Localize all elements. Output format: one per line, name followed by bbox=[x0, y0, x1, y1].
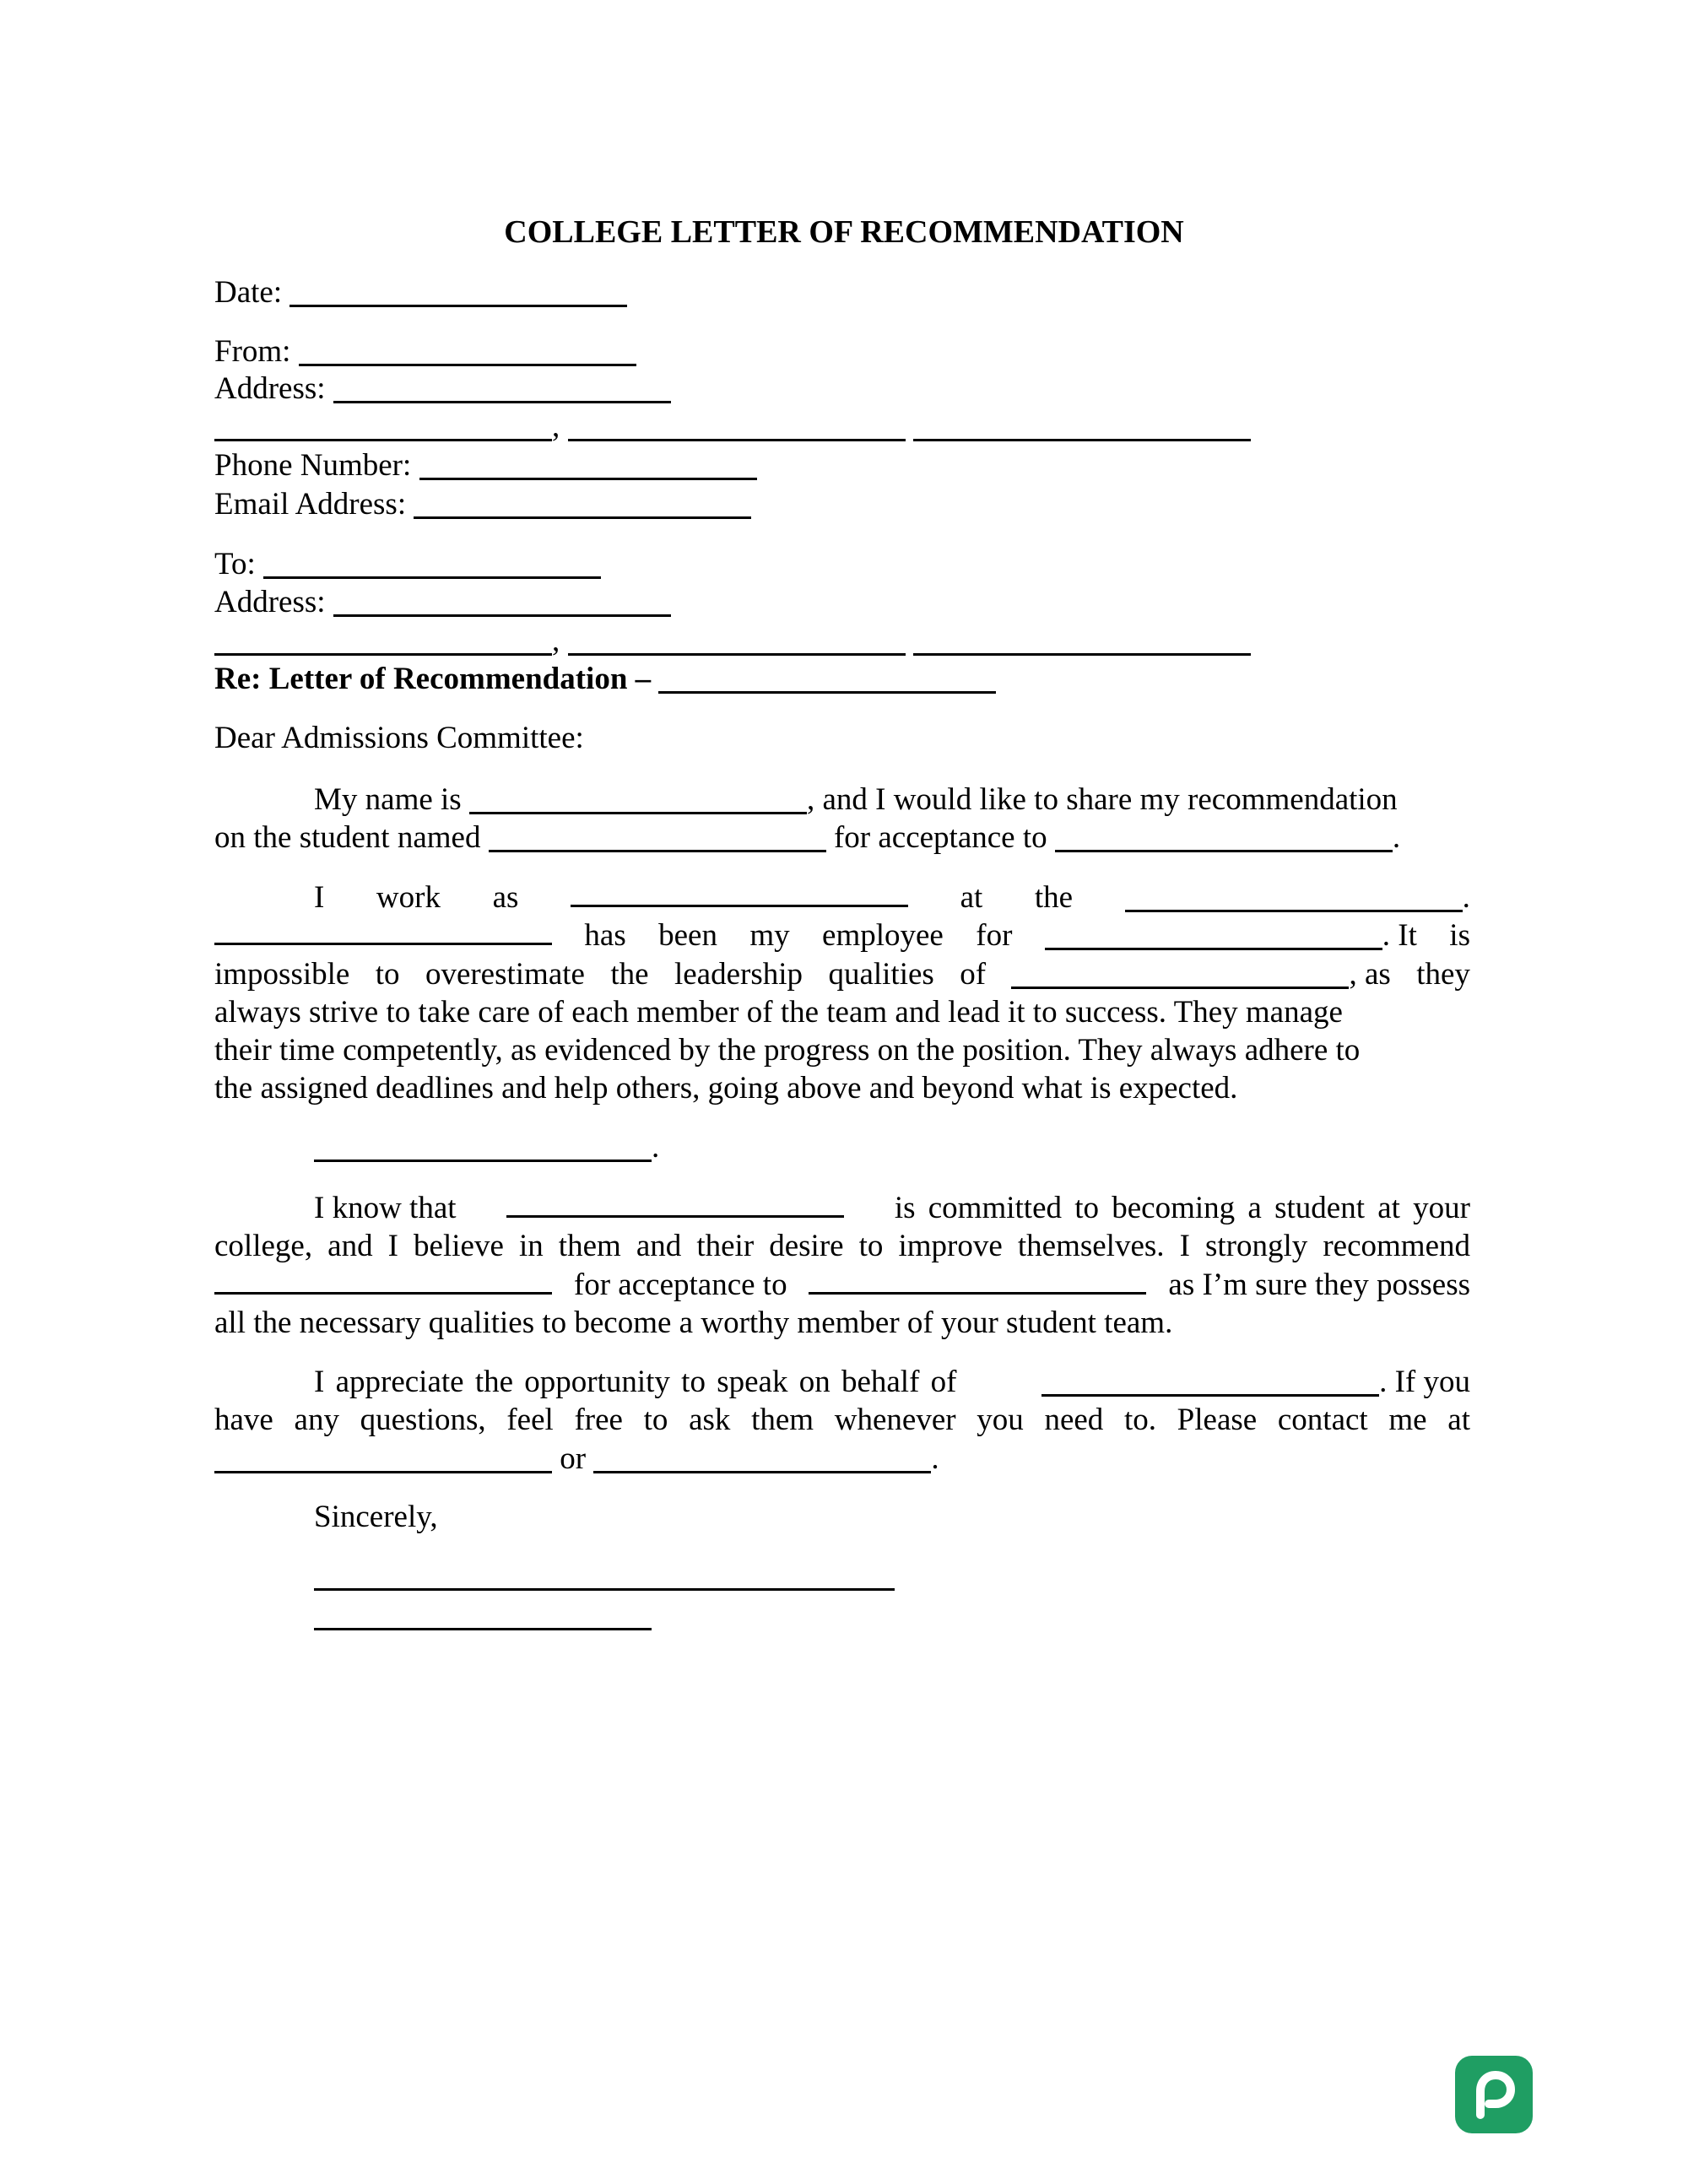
document-title: COLLEGE LETTER OF RECOMMENDATION bbox=[504, 214, 1184, 250]
address-label: Address: bbox=[214, 585, 326, 619]
p4-line-3 bbox=[214, 1441, 939, 1478]
p2-word: for bbox=[976, 918, 1013, 953]
comma: , bbox=[552, 409, 560, 444]
from-line bbox=[214, 333, 636, 370]
p2-word: of bbox=[960, 957, 987, 992]
p2-word: employee bbox=[822, 918, 944, 953]
p2-word: overestimate bbox=[425, 957, 585, 992]
extra-paragraph-line bbox=[314, 1129, 659, 1166]
p2-word: as bbox=[492, 880, 519, 915]
phone-line bbox=[214, 447, 757, 484]
p4-line-2: have any questions, feel free to ask them whenever you need to. Please contact me at bbox=[214, 1403, 1470, 1437]
p-logo-icon bbox=[1455, 2056, 1533, 2133]
to-label: To: bbox=[214, 547, 256, 581]
p1-line-2 bbox=[214, 819, 1400, 857]
re-label: Re: Letter of Recommendation – bbox=[214, 662, 652, 696]
p2-word: . bbox=[1462, 880, 1470, 915]
p1-line-1 bbox=[314, 781, 1398, 819]
p3-text: as I’m sure they possess bbox=[1168, 1268, 1470, 1302]
position-blank[interactable] bbox=[571, 879, 908, 907]
closing: Sincerely, bbox=[314, 1500, 438, 1534]
organization-blank[interactable] bbox=[1125, 884, 1463, 912]
from-city-line bbox=[214, 408, 1251, 446]
email-label: Email Address: bbox=[214, 487, 407, 522]
p2-line-1 bbox=[314, 879, 1470, 916]
p4-text: . If you bbox=[1379, 1365, 1470, 1399]
p2-line-4: always strive to take care of each member of the team and lead it to success. They manage bbox=[214, 995, 1343, 1030]
p2-line-3 bbox=[214, 956, 1470, 993]
p-logo-glyph bbox=[1455, 2056, 1533, 2133]
from-city-blank[interactable] bbox=[214, 414, 552, 441]
leader-name-blank[interactable] bbox=[1011, 961, 1349, 989]
p1-text: . bbox=[1392, 820, 1401, 855]
from-blank[interactable] bbox=[299, 338, 636, 366]
printed-name-line bbox=[314, 1597, 652, 1635]
from-address-blank[interactable] bbox=[333, 376, 671, 403]
p2-word: work bbox=[376, 880, 441, 915]
student-name-blank-3[interactable] bbox=[214, 1267, 552, 1295]
phone-blank[interactable] bbox=[419, 452, 757, 480]
p2-line-5: their time competently, as evidenced by the progress on the position. They always adhere to bbox=[214, 1033, 1361, 1068]
p2-line-2 bbox=[214, 917, 1470, 954]
from-label: From: bbox=[214, 334, 291, 369]
from-state-blank[interactable] bbox=[568, 414, 906, 441]
phone-label: Phone Number: bbox=[214, 448, 412, 483]
p2-word: the bbox=[1034, 880, 1074, 915]
to-zip-blank[interactable] bbox=[913, 628, 1251, 656]
p2-word: the bbox=[610, 957, 649, 992]
extra-paragraph-blank[interactable] bbox=[314, 1134, 652, 1162]
p2-word: leadership bbox=[674, 957, 803, 992]
p3-text: is committed to becoming a student at your bbox=[894, 1191, 1470, 1225]
signature-line bbox=[314, 1558, 895, 1595]
p1-text: My name is bbox=[314, 782, 462, 817]
date-blank[interactable] bbox=[289, 279, 627, 307]
p3-text: for acceptance to bbox=[573, 1268, 787, 1302]
p2-word: been bbox=[658, 918, 717, 953]
to-line bbox=[214, 546, 601, 583]
p2-word: to bbox=[375, 957, 400, 992]
p2-word: I bbox=[314, 880, 325, 915]
salutation: Dear Admissions Committee: bbox=[214, 721, 584, 755]
p2-line-6: the assigned deadlines and help others, going above and beyond what is expected. bbox=[214, 1071, 1238, 1106]
contact-phone-blank[interactable] bbox=[214, 1446, 552, 1473]
signature-blank[interactable] bbox=[314, 1563, 895, 1591]
to-city-line bbox=[214, 623, 1251, 660]
p2-word: , as bbox=[1349, 957, 1391, 992]
p2-word: my bbox=[749, 918, 790, 953]
college-name-blank-2[interactable] bbox=[809, 1267, 1146, 1295]
comma: , bbox=[552, 624, 560, 658]
from-zip-blank[interactable] bbox=[913, 414, 1251, 441]
email-blank[interactable] bbox=[414, 491, 751, 519]
p4-text: . bbox=[931, 1441, 939, 1476]
college-name-blank[interactable] bbox=[1055, 824, 1393, 852]
email-line bbox=[214, 486, 751, 523]
p1-text: , and I would like to share my recommendation bbox=[806, 782, 1398, 817]
date-label: Date: bbox=[214, 275, 283, 310]
p2-word: at bbox=[960, 880, 983, 915]
to-address-line bbox=[214, 584, 671, 621]
p2-word: impossible bbox=[214, 957, 350, 992]
to-city-blank[interactable] bbox=[214, 628, 552, 656]
re-blank[interactable] bbox=[658, 666, 996, 694]
p2-word: qualities bbox=[828, 957, 934, 992]
p1-text: on the student named bbox=[214, 820, 481, 855]
p2-word: they bbox=[1416, 957, 1470, 992]
from-address-line bbox=[214, 370, 671, 408]
p4-text: I appreciate the opportunity to speak on behalf of bbox=[314, 1365, 957, 1399]
p4-text: or bbox=[560, 1441, 587, 1476]
to-address-blank[interactable] bbox=[333, 589, 671, 617]
to-blank[interactable] bbox=[263, 551, 601, 579]
re-line bbox=[214, 661, 996, 698]
student-name-blank-4[interactable] bbox=[1041, 1369, 1379, 1397]
student-name-blank[interactable] bbox=[489, 824, 826, 852]
address-label: Address: bbox=[214, 371, 326, 406]
p2-word: . It bbox=[1382, 918, 1417, 953]
p2-word: has bbox=[584, 918, 626, 953]
p3-line-4: all the necessary qualities to become a worthy member of your student team. bbox=[214, 1306, 1173, 1340]
recommender-name-blank[interactable] bbox=[469, 787, 807, 814]
p2-word: is bbox=[1449, 918, 1470, 953]
p-end: . bbox=[652, 1130, 660, 1165]
duration-blank[interactable] bbox=[1045, 922, 1382, 950]
p3-line-2: college, and I believe in them and their desire to improve themselves. I strongly recommend bbox=[214, 1229, 1470, 1263]
to-state-blank[interactable] bbox=[568, 628, 906, 656]
student-name-blank-2[interactable] bbox=[506, 1190, 844, 1218]
printed-name-blank[interactable] bbox=[314, 1603, 652, 1630]
contact-email-blank[interactable] bbox=[593, 1446, 931, 1473]
p1-text: for acceptance to bbox=[833, 820, 1047, 855]
p3-line-1 bbox=[314, 1190, 1470, 1227]
date-line bbox=[214, 274, 627, 311]
p4-line-1 bbox=[314, 1364, 1470, 1401]
employee-name-blank[interactable] bbox=[214, 917, 552, 945]
p3-line-3 bbox=[214, 1267, 1470, 1304]
p3-text: I know that bbox=[314, 1191, 457, 1225]
